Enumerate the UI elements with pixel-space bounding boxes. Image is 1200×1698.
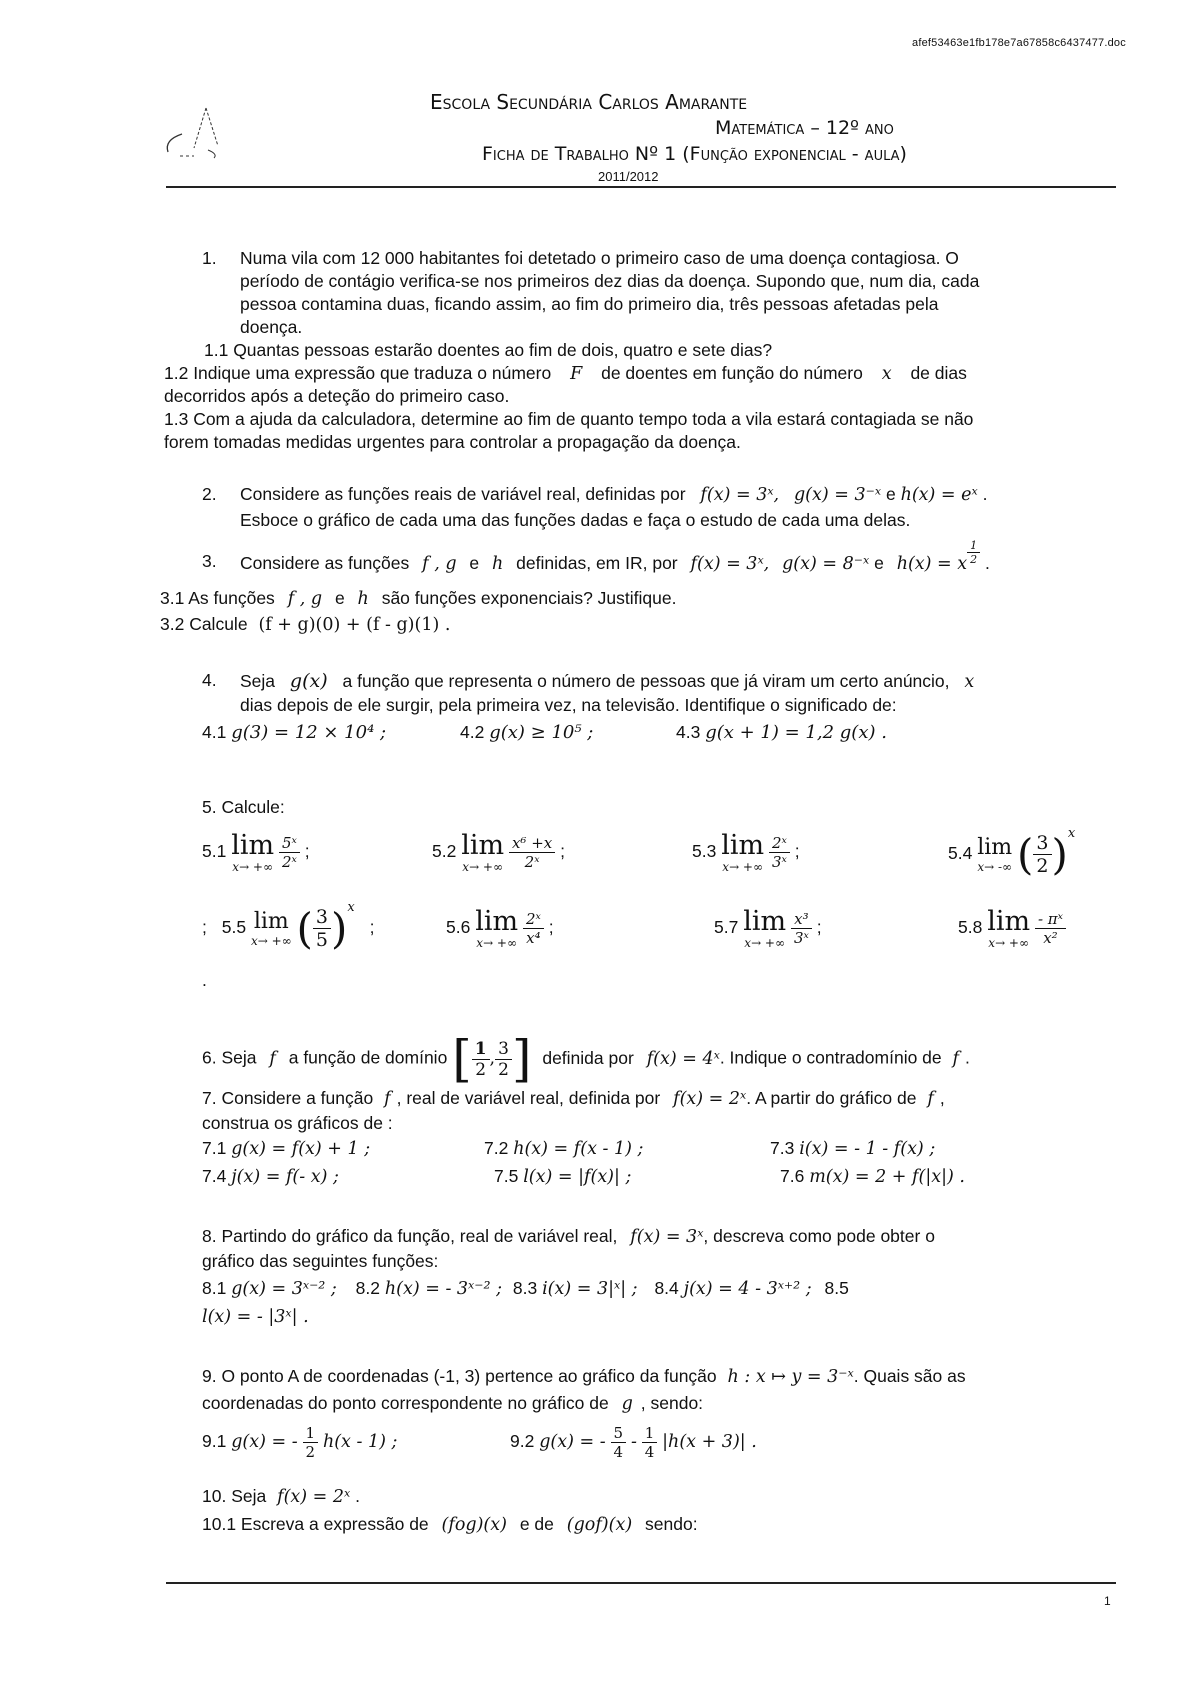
q9-text-a: 9. O ponto A de coordenadas (-1, 3) pertence ao gráfico da função xyxy=(202,1366,717,1386)
q3-1-text-a: 3.1 As funções xyxy=(160,588,275,608)
q7-f: f xyxy=(384,1089,391,1109)
q3-and-2: e xyxy=(874,553,884,574)
q4-x: x xyxy=(964,672,975,692)
q4-item-2 xyxy=(460,722,593,743)
q7-line-1 xyxy=(202,1088,945,1109)
q9-text-c: coordenadas do ponto correspondente no gráfico de xyxy=(202,1393,609,1413)
lim-word: lim xyxy=(461,830,505,861)
q3-text-a: Considere as funções xyxy=(240,553,410,574)
q5-6-lim xyxy=(475,908,518,949)
q3-1-h: h xyxy=(357,589,369,609)
frac-den: 5 xyxy=(315,929,328,951)
q9-item-1-lhs: g(x) = - xyxy=(231,1432,298,1453)
q10-dot: . xyxy=(355,1486,360,1506)
q5-separator: ; xyxy=(202,917,207,938)
q5-1-label: 5.1 xyxy=(202,841,227,862)
q5-item-5-5 xyxy=(202,900,375,953)
q8-item-2-expr: h(x) = - 3ˣ⁻² ; xyxy=(384,1279,502,1299)
q6-dot: . xyxy=(965,1047,970,1068)
q1-line-2: período de contágio verifica-se nos primeiros dez dias da doença. Supondo que, num dia, cada xyxy=(240,271,980,291)
school-logo-icon xyxy=(158,104,238,164)
q2-and: e xyxy=(885,484,896,504)
q9-line-2 xyxy=(202,1393,703,1414)
q3-2-expr: (f + g)(0) + (f - g)(1) . xyxy=(258,615,451,635)
page-number: 1 xyxy=(1104,1594,1111,1608)
q2-line-2: Esboce o gráfico de cada uma das funções dadas e faça o estudo de cada uma delas. xyxy=(240,510,911,530)
q5-3-end: ; xyxy=(794,841,800,862)
q3-dot: . xyxy=(985,553,990,574)
right-paren: ) xyxy=(331,904,348,953)
frac-num: 5ˣ xyxy=(279,834,300,853)
frac-num: 1 xyxy=(303,1424,319,1443)
q6-domain-lower xyxy=(472,1039,490,1080)
lim-subscript: x→ +∞ xyxy=(232,860,273,874)
frac-num: x³ xyxy=(791,910,812,929)
q7-item-expr: l(x) = |f(x)| ; xyxy=(523,1167,632,1187)
q4-item-3 xyxy=(676,722,887,743)
frac-den: 3ˣ xyxy=(771,853,787,871)
q3-2 xyxy=(160,614,450,635)
q9-text-d: , sendo: xyxy=(640,1393,704,1413)
q5-4-label: 5.4 xyxy=(948,843,973,864)
q5-item-5-7 xyxy=(714,908,822,949)
q7-item-expr: h(x) = f(x - 1) ; xyxy=(513,1139,644,1159)
worksheet-title: Ficha de Trabalho Nº 1 (Função exponencial - aula) xyxy=(482,143,907,165)
q7-item-label: 7.1 xyxy=(202,1138,227,1158)
q5-1-end: ; xyxy=(304,841,310,862)
q1-number: 1. xyxy=(202,248,217,268)
q7-item-label: 7.4 xyxy=(202,1166,227,1186)
q4-text-b: a função que representa o número de pessoas que já viram um certo anúncio, xyxy=(342,671,950,691)
lim-subscript: x→ +∞ xyxy=(476,936,517,950)
lim-subscript: x→ +∞ xyxy=(462,860,503,874)
frac-num: 3 xyxy=(495,1039,512,1060)
q5-7-frac xyxy=(791,910,812,947)
q10-1 xyxy=(202,1514,698,1535)
q7-item-5 xyxy=(494,1166,631,1187)
q3-line-1 xyxy=(240,539,990,578)
frac-num: 5 xyxy=(611,1424,627,1443)
right-paren: ) xyxy=(1051,830,1068,879)
school-year: 2011/2012 xyxy=(598,169,659,184)
frac-num: 2ˣ xyxy=(523,910,544,929)
q5-5-end: ; xyxy=(369,917,375,938)
frac-den: 4 xyxy=(644,1443,655,1461)
q1-1: 1.1 Quantas pessoas estarão doentes ao fim de dois, quatro e sete dias? xyxy=(204,340,773,360)
q8-text-b: , descreva como pode obter o xyxy=(703,1226,935,1246)
q9-item-2-frac-2 xyxy=(642,1424,658,1461)
q2-f-def: f(x) = 3ˣ, xyxy=(700,485,780,505)
q5-4-frac xyxy=(1033,832,1051,877)
q5-item-5-1 xyxy=(202,832,310,873)
q2-number: 2. xyxy=(202,484,217,504)
q5-item-5-6 xyxy=(446,908,554,949)
q3-h-exp-den: 2 xyxy=(970,553,978,566)
frac-num: - πˣ xyxy=(1035,910,1066,929)
subject-title: Matemática – 12º ano xyxy=(715,117,894,139)
q3-h-exponent xyxy=(967,539,980,566)
q4-item-1-label: 4.1 xyxy=(202,722,227,742)
q8-item-3-expr: i(x) = 3|ˣ| ; xyxy=(542,1279,638,1299)
q2-h-def: h(x) = eˣ xyxy=(900,485,978,505)
q10-1-fog: (fog)(x) xyxy=(441,1515,507,1535)
q1-2-text-b: de doentes em função do número xyxy=(601,363,863,383)
q6-text-b: a função de domínio xyxy=(288,1047,448,1068)
q10-1-end: sendo: xyxy=(645,1514,698,1534)
lim-word: lim xyxy=(475,906,519,937)
q3-1 xyxy=(160,588,676,609)
frac-den: 2 xyxy=(498,1059,509,1080)
q5-6-frac xyxy=(523,910,544,947)
q1-2-line-1 xyxy=(164,363,967,384)
left-paren: ( xyxy=(296,904,313,953)
q1-2-var-F: F xyxy=(570,364,583,384)
q7-item-label: 7.3 xyxy=(770,1138,795,1158)
frac-den: 2 xyxy=(305,1443,316,1461)
frac-num: x⁶ +x xyxy=(509,834,555,853)
q7-item-4 xyxy=(202,1166,339,1187)
q9-text-b: . Quais são as xyxy=(853,1366,966,1386)
lim-word: lim xyxy=(977,834,1013,860)
q3-number: 3. xyxy=(202,551,217,571)
q9-h-map: h : x ↦ y = 3⁻ˣ xyxy=(727,1367,854,1387)
q8-line-1 xyxy=(202,1226,935,1247)
q8-item-1-expr: g(x) = 3ˣ⁻² ; xyxy=(231,1279,337,1299)
q9-item-2 xyxy=(510,1424,757,1461)
q3-1-fg: f , g xyxy=(287,589,323,609)
q6-line xyxy=(202,1030,970,1088)
q4-item-1-expr: g(3) = 12 × 10⁴ ; xyxy=(231,722,387,743)
q10-1-gof: (gof)(x) xyxy=(566,1515,633,1535)
q9-item-2-minus: - xyxy=(630,1432,637,1453)
q8-items-line xyxy=(202,1278,849,1299)
lim-subscript: x→ +∞ xyxy=(250,933,292,948)
q5-6-end: ; xyxy=(548,917,554,938)
q5-item-5-3 xyxy=(692,832,800,873)
q10-text-a: 10. Seja xyxy=(202,1486,267,1506)
lim-subscript: x→ -∞ xyxy=(977,859,1013,874)
lim-subscript: x→ +∞ xyxy=(988,936,1029,950)
frac-den: 4 xyxy=(613,1443,624,1461)
q9-item-2-label: 9.2 xyxy=(510,1431,535,1452)
q10-1-text-a: 10.1 Escreva a expressão de xyxy=(202,1514,429,1534)
lim-word: lim xyxy=(743,906,787,937)
frac-num: 1 xyxy=(472,1039,490,1060)
q2-text-a: Considere as funções reais de variável real, definidas por xyxy=(240,484,686,504)
q1-3-line-2: forem tomadas medidas urgentes para controlar a propagação da doença. xyxy=(164,432,741,452)
q7-item-expr: i(x) = - 1 - f(x) ; xyxy=(799,1139,936,1159)
q8-item-3-label: 8.3 xyxy=(512,1278,538,1298)
q4-text-a: Seja xyxy=(240,671,276,691)
frac-den: 2ˣ xyxy=(524,853,540,871)
frac-den: 2 xyxy=(475,1059,487,1080)
q5-item-5-2 xyxy=(432,832,565,873)
frac-den: x⁴ xyxy=(526,929,541,947)
q7-item-2 xyxy=(484,1138,643,1159)
q8-item-1-label: 8.1 xyxy=(202,1278,227,1298)
q5-title: 5. Calcule: xyxy=(202,797,285,817)
q1-3-line-1: 1.3 Com a ajuda da calculadora, determine ao fim de quanto tempo toda a vila estará contagiada se não xyxy=(164,409,974,429)
q3-h-def: h(x) = x xyxy=(896,554,968,575)
q7-item-3 xyxy=(770,1138,935,1159)
q5-8-lim xyxy=(987,908,1030,949)
lim-subscript: x→ +∞ xyxy=(744,936,785,950)
q8-item-4-expr: j(x) = 4 - 3ˣ⁺² ; xyxy=(683,1279,812,1299)
q6-f-2: f xyxy=(952,1048,960,1069)
q1-2-text-a: 1.2 Indique uma expressão que traduza o número xyxy=(164,363,552,383)
q4-item-1 xyxy=(202,722,386,743)
q7-item-label: 7.2 xyxy=(484,1138,509,1158)
frac-den: x² xyxy=(1043,929,1058,947)
q5-3-label: 5.3 xyxy=(692,841,717,862)
school-name: Escola Secundária Carlos Amarante xyxy=(430,90,748,114)
frac-num: 1 xyxy=(642,1424,658,1443)
q5-5-label: 5.5 xyxy=(221,917,247,938)
q5-7-lim xyxy=(743,908,786,949)
q7-item-6 xyxy=(780,1166,965,1187)
q5-6-label: 5.6 xyxy=(446,917,471,938)
frac-den: 2 xyxy=(1036,855,1049,877)
q9-item-1-label: 9.1 xyxy=(202,1431,227,1452)
q5-item-5-4 xyxy=(948,826,1076,879)
left-bracket: [ xyxy=(452,1030,472,1088)
q7-item-expr: j(x) = f(- x) ; xyxy=(231,1167,339,1187)
q4-number: 4. xyxy=(202,670,217,690)
q5-8-label: 5.8 xyxy=(958,917,983,938)
q9-item-1-rhs: h(x - 1) ; xyxy=(322,1432,398,1453)
q4-item-2-label: 4.2 xyxy=(460,722,485,742)
lim-word: lim xyxy=(253,908,289,934)
q8-f-def: f(x) = 3ˣ xyxy=(630,1227,704,1247)
q7-comma: , xyxy=(939,1088,945,1108)
q5-4-lim xyxy=(977,834,1013,874)
header-rule xyxy=(166,186,1116,188)
q6-text-a: 6. Seja xyxy=(202,1047,257,1068)
q4-item-3-expr: g(x + 1) = 1,2 g(x) . xyxy=(705,722,887,743)
q8-item-4-label: 8.4 xyxy=(654,1278,679,1298)
file-name: afef53463e1fb178e7a67858c6437477.doc xyxy=(912,37,1126,49)
q5-7-end: ; xyxy=(816,917,822,938)
q5-5-frac xyxy=(313,906,331,951)
q5-5-lim xyxy=(250,908,292,948)
comma: , xyxy=(489,1048,496,1069)
q7-item-expr: g(x) = f(x) + 1 ; xyxy=(231,1139,371,1159)
q5-8-frac xyxy=(1035,910,1066,947)
frac-den: 2ˣ xyxy=(281,853,297,871)
q3-text-b: definidas, em IR, por xyxy=(516,553,678,574)
lim-word: lim xyxy=(987,906,1031,937)
q9-item-2-rhs: |h(x + 3)| . xyxy=(662,1432,757,1453)
q7-text-a: 7. Considere a função xyxy=(202,1088,374,1108)
q9-g: g xyxy=(621,1394,633,1414)
q8-item-5-text: l(x) = - |3ˣ| . xyxy=(202,1307,309,1327)
q7-line-2: construa os gráficos de : xyxy=(202,1113,393,1133)
q5-2-label: 5.2 xyxy=(432,841,457,862)
q6-f: f xyxy=(269,1048,276,1069)
frac-num: 3 xyxy=(1033,832,1051,855)
q5-5-exponent: x xyxy=(347,900,355,916)
left-paren: ( xyxy=(1017,830,1034,879)
q5-2-end: ; xyxy=(560,841,565,862)
q2-line-1 xyxy=(240,484,987,505)
q10-f-def: f(x) = 2ˣ xyxy=(277,1487,351,1507)
q1-line-1: Numa vila com 12 000 habitantes foi detetado o primeiro caso de uma doença contagiosa. O xyxy=(240,248,959,268)
q9-item-2-frac-1 xyxy=(611,1424,627,1461)
q3-1-and: e xyxy=(334,588,345,608)
frac-num: 3 xyxy=(313,906,331,929)
q3-h: h xyxy=(492,554,504,575)
q8-text-a: 8. Partindo do gráfico da função, real de variável real, xyxy=(202,1226,618,1246)
q6-text-c: definida por xyxy=(542,1047,634,1068)
q7-item-expr: m(x) = 2 + f(|x|) . xyxy=(809,1167,965,1187)
q7-text-c: . A partir do gráfico de xyxy=(746,1088,917,1108)
q4-item-3-label: 4.3 xyxy=(676,722,701,742)
frac-den: 3ˣ xyxy=(793,929,809,947)
q10-1-mid: e de xyxy=(519,1514,554,1534)
q1-2-line-2: decorridos após a deteção do primeiro caso. xyxy=(164,386,510,406)
q5-7-label: 5.7 xyxy=(714,917,739,938)
q3-and: e xyxy=(469,553,480,574)
q3-g-def: g(x) = 8⁻ˣ xyxy=(782,554,870,575)
lim-word: lim xyxy=(231,830,275,861)
q7-text-b: , real de variável real, definida por xyxy=(396,1088,661,1108)
q8-item-5-label: 8.5 xyxy=(824,1278,849,1298)
q5-2-lim xyxy=(461,832,504,873)
q10-line xyxy=(202,1486,360,1507)
q4-line-1 xyxy=(240,670,974,692)
q3-1-text-b: são funções exponenciais? Justifique. xyxy=(381,588,677,608)
q3-fg: f , g xyxy=(422,554,457,575)
q6-domain-upper xyxy=(495,1039,512,1080)
q5-3-lim xyxy=(721,832,764,873)
q9-line-1 xyxy=(202,1366,966,1387)
q5-2-frac xyxy=(509,834,555,871)
q9-item-1-frac xyxy=(303,1424,319,1461)
frac-num: 2ˣ xyxy=(769,834,790,853)
q1-2-text-c: de dias xyxy=(910,363,967,383)
q5-1-frac xyxy=(279,834,300,871)
q8-item-2-label: 8.2 xyxy=(355,1278,380,1298)
q5-3-frac xyxy=(769,834,790,871)
q5-end-dot: . xyxy=(202,970,207,990)
q1-2-var-x: x xyxy=(881,364,892,384)
q5-item-5-8 xyxy=(958,908,1066,949)
q3-2-text: 3.2 Calcule xyxy=(160,614,248,634)
q8-item-5-expr xyxy=(202,1306,309,1327)
q3-f-def: f(x) = 3ˣ, xyxy=(690,554,770,575)
q4-gx: g(x) xyxy=(289,670,328,692)
q3-h-exp-num: 1 xyxy=(967,539,980,553)
q4-item-2-expr: g(x) ≥ 10⁵ ; xyxy=(489,722,594,743)
lim-word: lim xyxy=(721,830,765,861)
q8-line-2: gráfico das seguintes funções: xyxy=(202,1251,439,1271)
q7-item-label: 7.6 xyxy=(780,1166,805,1186)
footer-rule xyxy=(166,1582,1116,1584)
q4-line-2: dias depois de ele surgir, pela primeira vez, na televisão. Identifique o significado de: xyxy=(240,695,897,715)
q7-item-1 xyxy=(202,1138,370,1159)
q7-f-def: f(x) = 2ˣ xyxy=(673,1089,747,1109)
q7-f-2: f xyxy=(927,1089,934,1109)
q1-line-3: pessoa contamina duas, ficando assim, ao fim do primeiro dia, três pessoas afetadas pela xyxy=(240,294,939,314)
lim-subscript: x→ +∞ xyxy=(722,860,763,874)
right-bracket: ] xyxy=(511,1030,532,1088)
q9-item-2-lhs: g(x) = - xyxy=(539,1432,606,1453)
q6-text-d: . Indique o contradomínio de xyxy=(719,1047,942,1068)
q9-item-1 xyxy=(202,1424,397,1461)
q7-item-label: 7.5 xyxy=(494,1166,519,1186)
q5-1-lim xyxy=(231,832,274,873)
q1-line-4: doença. xyxy=(240,317,303,337)
q2-dot: . xyxy=(982,484,988,504)
q5-4-exponent: x xyxy=(1067,826,1076,842)
q2-g-def: g(x) = 3⁻ˣ xyxy=(793,485,882,505)
q6-f-def: f(x) = 4ˣ xyxy=(646,1048,720,1069)
